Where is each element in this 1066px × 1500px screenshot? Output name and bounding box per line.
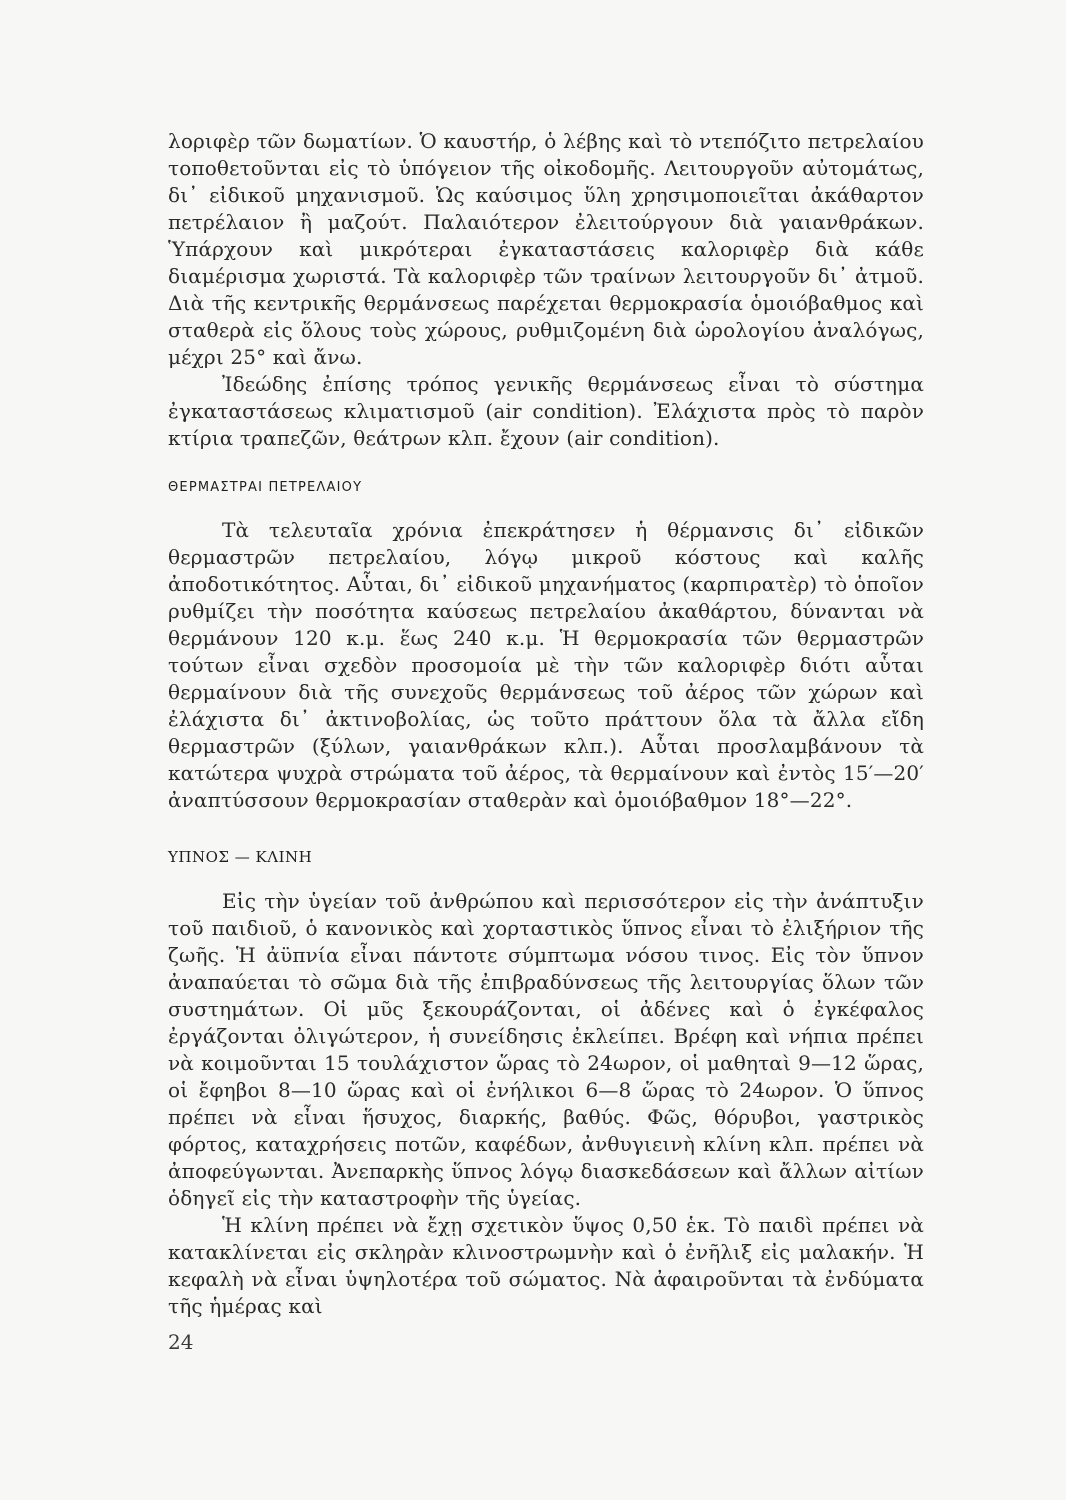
paragraph-oil-stoves: Τὰ τελευταῖα χρόνια ἐπεκράτησεν ἡ θέρμανσις δι᾽ εἰδικῶν θερμαστρῶν πετρελαίου, λόγῳ μικροῦ κόστους καὶ καλῆς ἀποδοτικότητος. Αὗται, δι᾽ εἰδικοῦ μηχανήματος (καρπιρατὲρ) τὸ ὁποῖον ρυθμίζει τὴν ποσότητα καύσεως πετρελαίου ἀκαθάρτου, δύνανται νὰ θερμάνουν 120 κ.μ. ἕως 240 κ.μ. Ἡ θερμοκρασία τῶν θερμαστρῶν τούτων εἶναι σχεδὸν προσομοία μὲ τὴν τῶν καλοριφὲρ διότι αὗται θερμαίνουν διὰ τῆς συνεχοῦς θερμάνσεως τοῦ ἀέρος τῶν χώρων καὶ ἐλάχιστα δι᾽ ἀκτινοβολίας, ὡς τοῦτο πράττουν ὅλα τὰ ἄλλα εἴδη θερμαστρῶν (ξύλων, γαιανθράκων κλπ.). Αὗται προσλαμβάνουν τὰ κατώτερα ψυχρὰ στρώματα τοῦ ἀέρος, τὰ θερμαίνουν καὶ ἐντὸς 15′—20′ ἀναπτύσσουν θερμοκρασίαν σταθερὰν καὶ ὁμοιόβαθμον 18°—22°.: [168, 518, 924, 812]
paragraph-bed: Ἡ κλίνη πρέπει νὰ ἔχῃ σχετικὸν ὕψος 0,50 ἑκ. Τὸ παιδὶ πρέπει νὰ κατακλίνεται εἰς σκληρὰν κλινοστρωμνὴν καὶ ὁ ἐνῆλιξ εἰς μαλακήν. Ἡ κεφαλὴ νὰ εἶναι ὑψηλοτέρα τοῦ σώματος. Νὰ ἀφαιροῦνται τὰ ἐνδύματα τῆς ἡμέρας καὶ: [168, 1213, 924, 1318]
page-body: [168, 128, 924, 1320]
page-number: 24: [168, 1330, 194, 1354]
section-heading-sleep-bed: ΥΠΝΟΣ — ΚΛΙΝΗ: [168, 848, 313, 866]
section-heading-oil-stoves: ΘΕΡΜΑΣΤΡΑΙ ΠΕΤΡΕΛΑΙΟΥ: [168, 480, 363, 495]
paragraph-sleep: Εἰς τὴν ὑγείαν τοῦ ἀνθρώπου καὶ περισσότερον εἰς τὴν ἀνάπτυξιν τοῦ παιδιοῦ, ὁ κανονικὸς καὶ χορταστικὸς ὕπνος εἶναι τὸ ἐλιξήριον τῆς ζωῆς. Ἡ ἀϋπνία εἶναι πάντοτε σύμπτωμα νόσου τινος. Εἰς τὸν ὕπνον ἀναπαύεται τὸ σῶμα διὰ τῆς ἐπιβραδύνσεως τῆς λειτουργίας ὅλων τῶν συστημάτων. Οἱ μῦς ξεκουράζονται, οἱ ἀδένες καὶ ὁ ἐγκέφαλος ἐργάζονται ὀλιγώτερον, ἡ συνείδησις ἐκλείπει. Βρέφη καὶ νήπια πρέπει νὰ κοιμοῦνται 15 τουλάχιστον ὥρας τὸ 24ωρον, οἱ μαθηταὶ 9—12 ὥρας, οἱ ἔφηβοι 8—10 ὥρας καὶ οἱ ἐνήλικοι 6—8 ὥρας τὸ 24ωρον. Ὁ ὕπνος πρέπει νὰ εἶναι ἥσυχος, διαρκής, βαθύς. Φῶς, θόρυβοι, γαστρικὸς φόρτος, καταχρήσεις ποτῶν, καφέδων, ἀνθυγιεινὴ κλίνη κλπ. πρέπει νὰ ἀποφεύγωνται. Ἀνεπαρκὴς ὕπνος λόγῳ διασκεδάσεων καὶ ἄλλων αἰτίων ὁδηγεῖ εἰς τὴν καταστροφὴν τῆς ὑγείας.: [168, 889, 924, 1210]
paragraph-air-condition: Ἰδεώδης ἐπίσης τρόπος γενικῆς θερμάνσεως εἶναι τὸ σύστημα ἐγκαταστάσεως κλιματισμοῦ (air condition). Ἐλάχιστα πρὸς τὸ παρὸν κτίρια τραπεζῶν, θεάτρων κλπ. ἔχουν (air condition).: [168, 372, 924, 450]
paragraph-heating-continued: λοριφὲρ τῶν δωματίων. Ὁ καυστήρ, ὁ λέβης καὶ τὸ ντεπόζιτο πετρελαίου τοποθετοῦνται εἰς τὸ ὑπόγειον τῆς οἰκοδομῆς. Λειτουργοῦν αὐτομάτως, δι᾽ εἰδικοῦ μηχανισμοῦ. Ὡς καύσιμος ὕλη χρησιμοποιεῖται ἀκάθαρτον πετρέλαιον ἢ μαζούτ. Παλαιότερον ἐλειτούργουν διὰ γαιανθράκων. Ὑπάρχουν καὶ μικρότεραι ἐγκαταστάσεις καλοριφὲρ διὰ κάθε διαμέρισμα χωριστά. Τὰ καλοριφὲρ τῶν τραίνων λειτουργοῦν δι᾽ ἀτμοῦ. Διὰ τῆς κεντρικῆς θερμάνσεως παρέχεται θερμοκρασία ὁμοιόβαθμος καὶ σταθερὰ εἰς ὅλους τοὺς χώρους, ρυθμιζομένη διὰ ὡρολογίου ἀναλόγως, μέχρι 25° καὶ ἄνω.: [168, 129, 924, 369]
